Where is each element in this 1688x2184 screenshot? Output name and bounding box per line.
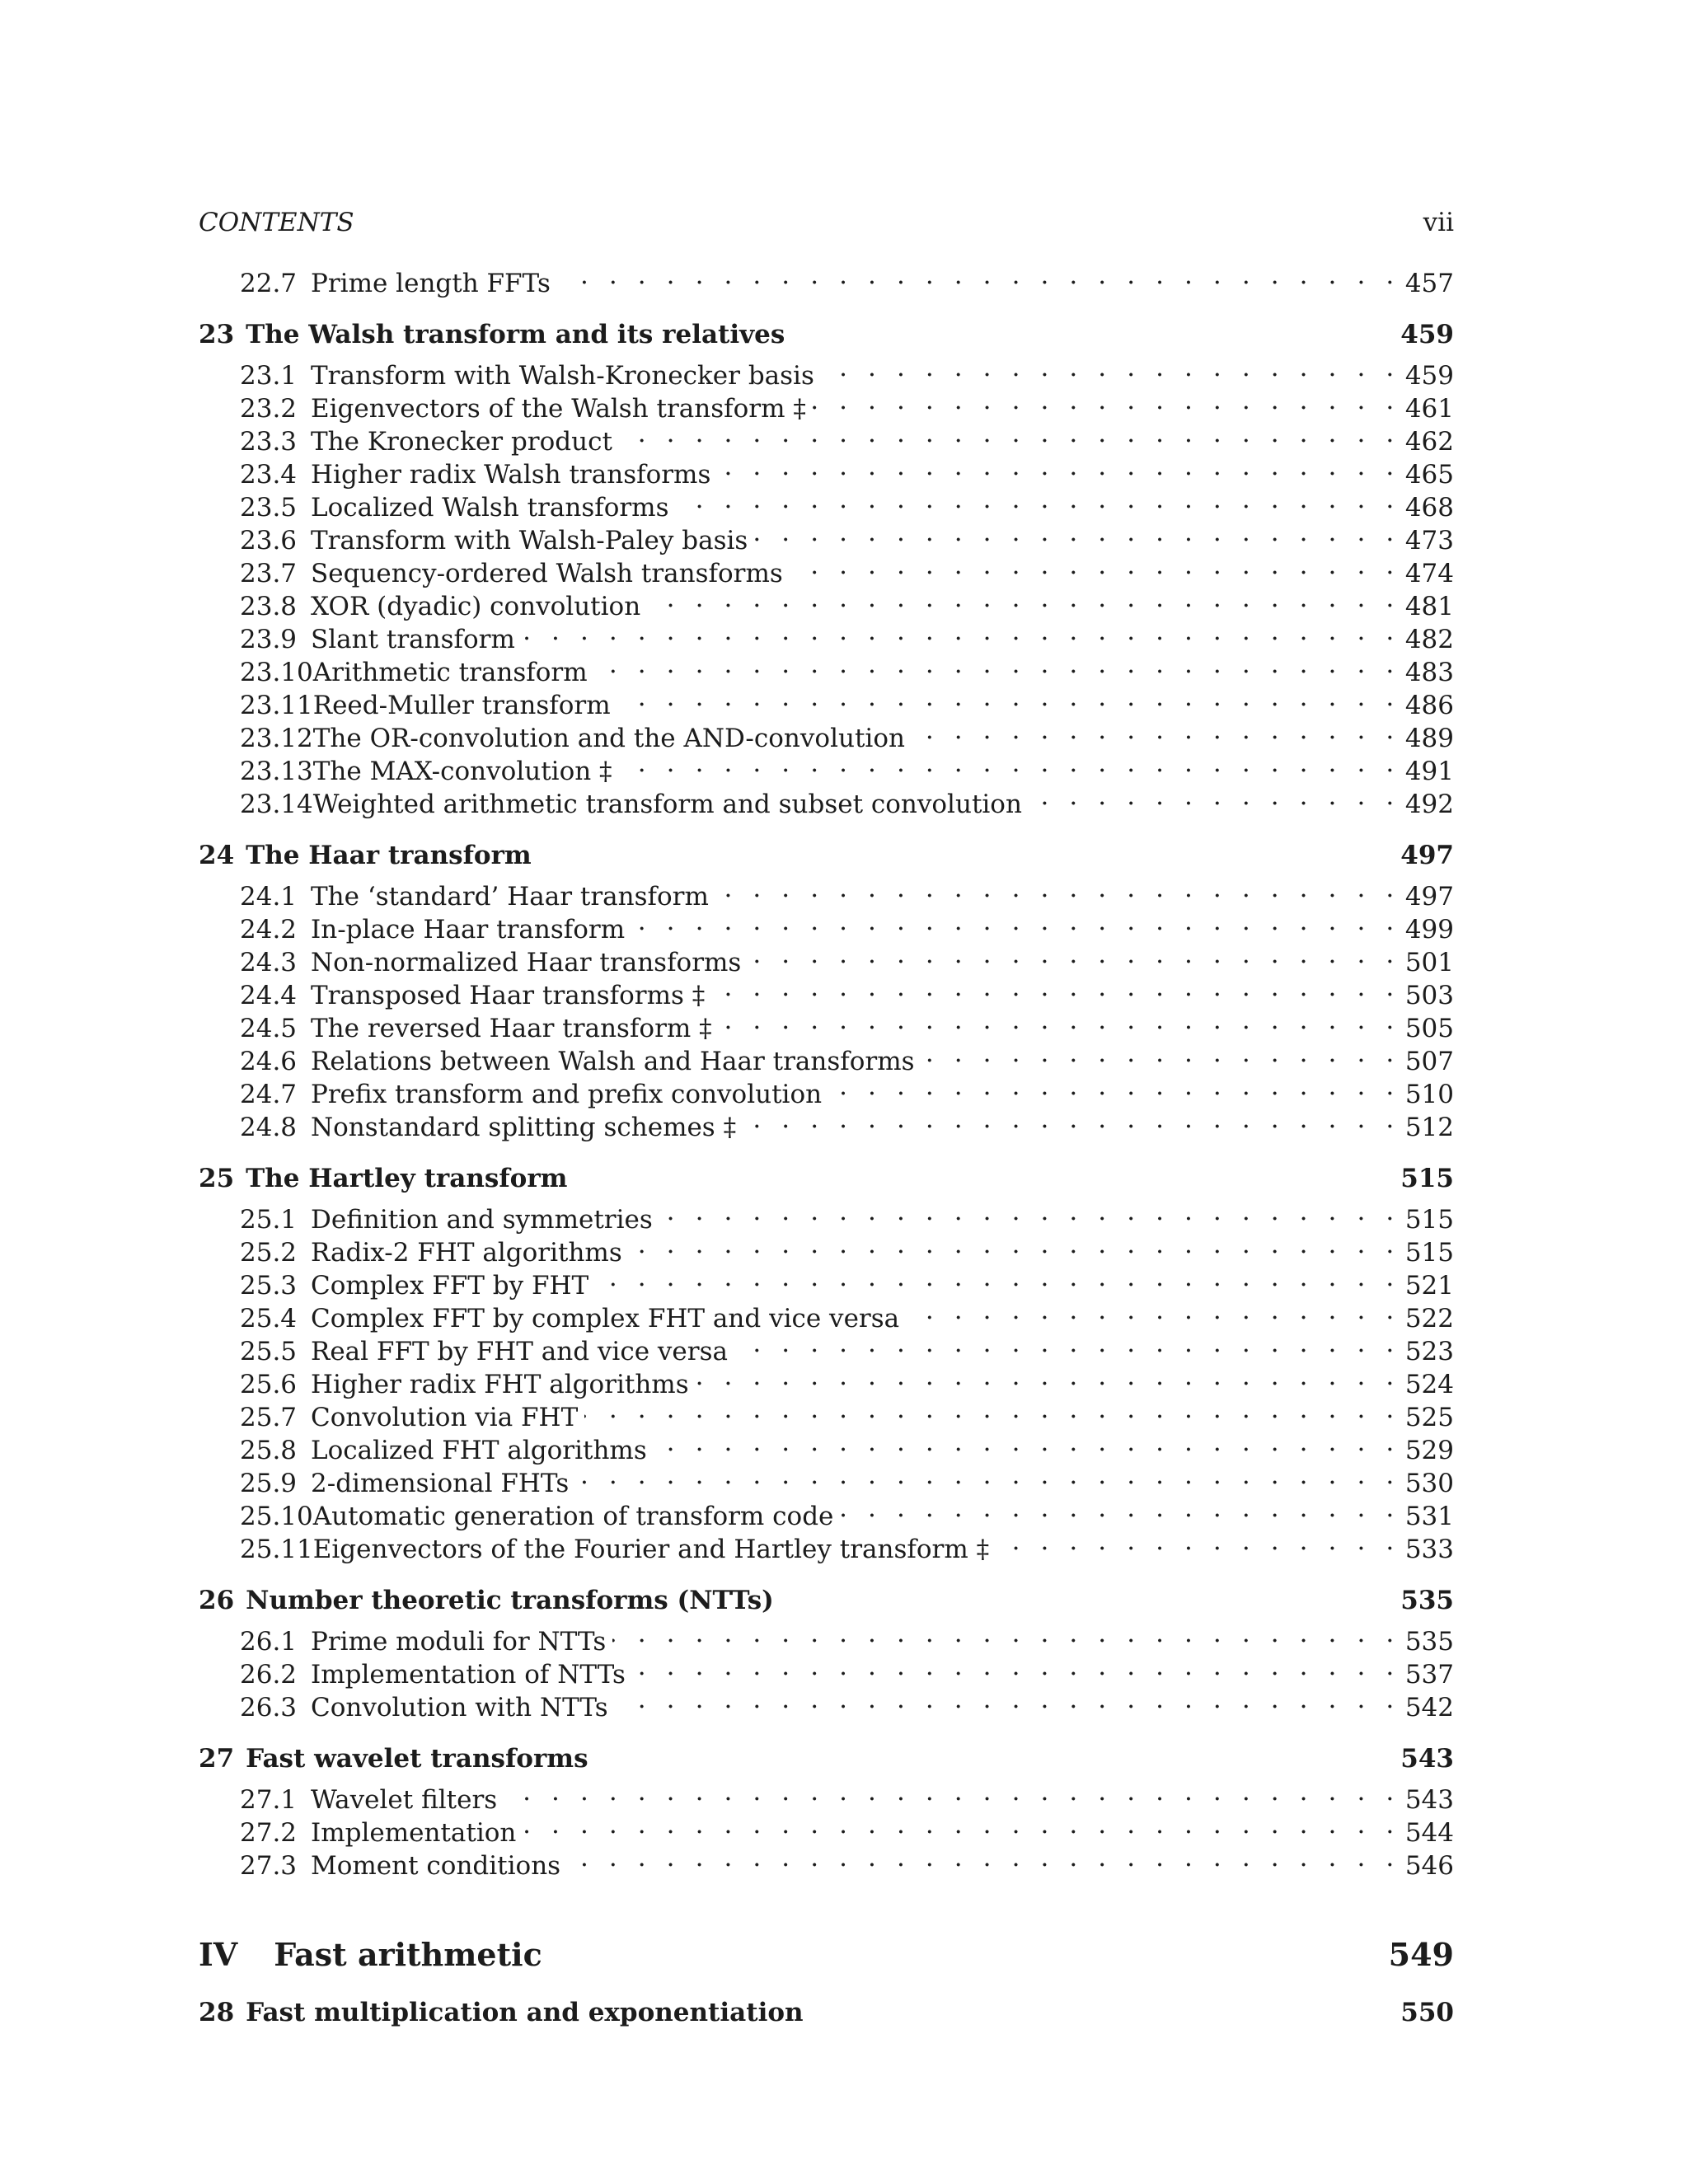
section-page: 497 bbox=[1400, 880, 1454, 913]
chapter-number: 25 bbox=[199, 1164, 235, 1193]
section-title: Prefix transform and prefix convolution bbox=[311, 1078, 828, 1111]
section-page: 542 bbox=[1400, 1691, 1454, 1724]
chapter-page: 535 bbox=[1400, 1586, 1454, 1615]
section-number: 25.10 bbox=[240, 1502, 313, 1531]
dot-leader bbox=[696, 1360, 1400, 1393]
section-number: 23.14 bbox=[240, 790, 313, 819]
section-number: 24.4 bbox=[240, 981, 298, 1010]
section-page: 483 bbox=[1400, 656, 1454, 689]
dot-leader bbox=[813, 384, 1400, 417]
dot-leader bbox=[567, 1841, 1400, 1874]
section-page: 529 bbox=[1400, 1434, 1454, 1467]
section-page: 501 bbox=[1400, 946, 1454, 979]
section-title: In-place Haar transform bbox=[311, 913, 631, 946]
section-title: Transform with Walsh-Kronecker basis bbox=[311, 359, 821, 392]
section-page: 465 bbox=[1400, 458, 1454, 491]
section-number: 25.8 bbox=[240, 1436, 298, 1465]
section-title: Weighted arithmetic transform and subset convolution bbox=[313, 788, 1029, 821]
section-title: Higher radix Walsh transforms bbox=[311, 458, 717, 491]
chapter-number: 28 bbox=[199, 1998, 235, 2027]
section-page: 474 bbox=[1400, 557, 1454, 590]
toc-chapter-row[interactable] bbox=[199, 1996, 1454, 2029]
section-title: Prime moduli for NTTs bbox=[311, 1625, 612, 1658]
section-title: Relations between Walsh and Haar transforms bbox=[311, 1045, 921, 1078]
section-number: 23.10 bbox=[240, 658, 313, 687]
section-number: 23.2 bbox=[240, 394, 298, 424]
section-page: 525 bbox=[1400, 1401, 1454, 1434]
section-number: 23.11 bbox=[240, 691, 313, 720]
section-page: 499 bbox=[1400, 913, 1454, 946]
dot-leader bbox=[632, 1650, 1400, 1683]
section-title: Localized Walsh transforms bbox=[311, 491, 675, 524]
section-number: 23.5 bbox=[240, 493, 298, 523]
section-page: 537 bbox=[1400, 1658, 1454, 1691]
toc-chapter-row[interactable] bbox=[199, 1584, 1454, 1617]
dot-leader bbox=[584, 1393, 1400, 1426]
part-title: Fast arithmetic bbox=[274, 1936, 542, 1973]
section-number: 24.6 bbox=[240, 1047, 298, 1076]
section-number: 23.7 bbox=[240, 559, 298, 588]
section-page: 522 bbox=[1400, 1302, 1454, 1335]
dot-leader bbox=[719, 1004, 1400, 1037]
section-page: 468 bbox=[1400, 491, 1454, 524]
chapter-page: 459 bbox=[1400, 320, 1454, 349]
section-number: 23.1 bbox=[240, 361, 298, 391]
section-page: 482 bbox=[1400, 623, 1454, 656]
dot-leader bbox=[612, 1617, 1400, 1650]
section-number: 24.2 bbox=[240, 915, 298, 944]
section-number: 25.4 bbox=[240, 1304, 298, 1333]
section-number: 25.2 bbox=[240, 1238, 298, 1268]
chapter-page: 497 bbox=[1400, 841, 1454, 870]
dot-leader bbox=[711, 971, 1400, 1004]
section-page: 531 bbox=[1400, 1500, 1454, 1533]
section-title: Implementation bbox=[311, 1816, 523, 1849]
section-number: 25.5 bbox=[240, 1337, 298, 1366]
dot-leader bbox=[654, 1426, 1400, 1459]
section-number: 26.2 bbox=[240, 1660, 298, 1690]
chapter-title: The Haar transform bbox=[246, 841, 532, 870]
dot-leader bbox=[675, 483, 1400, 516]
dot-leader bbox=[715, 872, 1400, 905]
toc-section-row[interactable] bbox=[199, 1617, 1454, 1657]
section-title: Convolution via FHT bbox=[311, 1401, 584, 1434]
section-number: 24.5 bbox=[240, 1014, 298, 1043]
section-number: 25.11 bbox=[240, 1535, 313, 1564]
running-head-title: CONTENTS bbox=[199, 208, 354, 237]
chapter-title: Fast multiplication and exponentiation bbox=[246, 1998, 804, 2027]
section-page: 512 bbox=[1400, 1111, 1454, 1144]
dot-leader bbox=[996, 1525, 1400, 1558]
section-title: Sequency-ordered Walsh transforms bbox=[311, 557, 790, 590]
dot-leader bbox=[790, 549, 1400, 582]
section-page: 535 bbox=[1400, 1625, 1454, 1658]
section-title: Slant transform bbox=[311, 623, 522, 656]
section-page: 533 bbox=[1400, 1533, 1454, 1566]
section-number: 23.4 bbox=[240, 460, 298, 490]
section-number: 23.8 bbox=[240, 592, 298, 621]
dot-leader bbox=[743, 1103, 1400, 1136]
section-page: 507 bbox=[1400, 1045, 1454, 1078]
toc-chapter-row[interactable] bbox=[199, 318, 1454, 351]
section-title: Complex FFT by FHT bbox=[311, 1269, 595, 1302]
section-title: Wavelet filters bbox=[311, 1783, 504, 1816]
section-title: Complex FFT by complex FHT and vice versa bbox=[311, 1302, 906, 1335]
section-number: 23.13 bbox=[240, 757, 313, 786]
section-number: 24.1 bbox=[240, 882, 298, 912]
dot-leader bbox=[754, 516, 1400, 549]
section-page: 489 bbox=[1400, 722, 1454, 755]
dot-leader bbox=[504, 1775, 1400, 1808]
chapter-number: 26 bbox=[199, 1586, 235, 1615]
section-title: Implementation of NTTs bbox=[311, 1658, 632, 1691]
dot-leader bbox=[906, 1294, 1400, 1327]
dot-leader bbox=[595, 1261, 1400, 1294]
toc-section-row[interactable] bbox=[199, 351, 1454, 391]
chapter-page: 550 bbox=[1400, 1998, 1454, 2027]
toc-section-row[interactable] bbox=[199, 1775, 1454, 1815]
section-title: Nonstandard splitting schemes ‡ bbox=[311, 1111, 743, 1144]
section-title: Automatic generation of transform code bbox=[313, 1500, 841, 1533]
section-number: 27.2 bbox=[240, 1818, 298, 1848]
section-page: 486 bbox=[1400, 689, 1454, 722]
toc-section-row[interactable] bbox=[199, 872, 1454, 912]
dot-leader bbox=[631, 905, 1400, 938]
section-title: Definition and symmetries bbox=[311, 1203, 659, 1236]
section-page: 521 bbox=[1400, 1269, 1454, 1302]
section-number: 26.1 bbox=[240, 1627, 298, 1657]
toc-chapter-row[interactable] bbox=[199, 1742, 1454, 1775]
section-page: 492 bbox=[1400, 788, 1454, 821]
toc-section-row[interactable] bbox=[199, 259, 1454, 298]
toc-section-row[interactable] bbox=[199, 1195, 1454, 1235]
section-page: 530 bbox=[1400, 1467, 1454, 1500]
section-page: 457 bbox=[1400, 267, 1454, 300]
dot-leader bbox=[717, 450, 1400, 483]
section-title: 2-dimensional FHTs bbox=[311, 1467, 575, 1500]
chapter-number: 24 bbox=[199, 841, 235, 870]
dot-leader bbox=[557, 259, 1400, 292]
section-title: The reversed Haar transform ‡ bbox=[311, 1012, 719, 1045]
section-number: 25.7 bbox=[240, 1403, 298, 1432]
chapter-number: 27 bbox=[199, 1744, 235, 1774]
section-title: XOR (dyadic) convolution bbox=[311, 590, 647, 623]
dot-leader bbox=[840, 1492, 1400, 1525]
section-page: 461 bbox=[1400, 392, 1454, 425]
chapter-number: 23 bbox=[199, 320, 235, 349]
section-page: 481 bbox=[1400, 590, 1454, 623]
section-number: 24.8 bbox=[240, 1113, 298, 1142]
section-title: Convolution with NTTs bbox=[311, 1691, 615, 1724]
dot-leader bbox=[575, 1459, 1400, 1492]
section-page: 524 bbox=[1400, 1368, 1454, 1401]
chapter-page: 515 bbox=[1400, 1164, 1454, 1193]
section-number: 25.3 bbox=[240, 1271, 298, 1301]
dot-leader bbox=[594, 648, 1400, 681]
part-page: 549 bbox=[1388, 1936, 1454, 1973]
section-title: Localized FHT algorithms bbox=[311, 1434, 654, 1467]
section-number: 25.1 bbox=[240, 1205, 298, 1235]
dot-leader bbox=[617, 681, 1400, 714]
section-number: 25.6 bbox=[240, 1370, 298, 1399]
dot-leader bbox=[629, 1228, 1400, 1261]
section-number: 23.12 bbox=[240, 724, 313, 753]
section-page: 523 bbox=[1400, 1335, 1454, 1368]
chapter-title: Number theoretic transforms (NTTs) bbox=[246, 1586, 774, 1615]
section-number: 23.6 bbox=[240, 526, 298, 555]
section-number: 24.7 bbox=[240, 1080, 298, 1109]
section-title: Arithmetic transform bbox=[313, 656, 594, 689]
section-title: Moment conditions bbox=[311, 1849, 567, 1882]
section-title: The OR-convolution and the AND-convolution bbox=[313, 722, 912, 755]
section-page: 544 bbox=[1400, 1816, 1454, 1849]
section-number: 24.3 bbox=[240, 948, 298, 977]
dot-leader bbox=[748, 938, 1400, 971]
dot-leader bbox=[615, 1683, 1400, 1716]
section-number: 23.3 bbox=[240, 427, 298, 457]
dot-leader bbox=[1029, 780, 1400, 813]
section-title: Radix-2 FHT algorithms bbox=[311, 1236, 629, 1269]
section-number: 27.3 bbox=[240, 1851, 298, 1881]
section-title: Transform with Walsh-Paley basis bbox=[311, 524, 754, 557]
dot-leader bbox=[821, 351, 1400, 384]
section-title: The ‘standard’ Haar transform bbox=[311, 880, 715, 913]
section-title: Eigenvectors of the Walsh transform ‡ bbox=[311, 392, 813, 425]
section-page: 510 bbox=[1400, 1078, 1454, 1111]
toc-part-row[interactable] bbox=[199, 1932, 1454, 1978]
dot-leader bbox=[523, 1808, 1400, 1841]
section-title: Eigenvectors of the Fourier and Hartley transform ‡ bbox=[313, 1533, 996, 1566]
table-of-contents bbox=[199, 259, 1454, 1881]
section-title: Non-normalized Haar transforms bbox=[311, 946, 748, 979]
chapter-title: The Walsh transform and its relatives bbox=[246, 320, 785, 349]
toc-page bbox=[199, 198, 1454, 2029]
section-page: 462 bbox=[1400, 425, 1454, 458]
section-title: Higher radix FHT algorithms bbox=[311, 1368, 696, 1401]
section-number: 26.3 bbox=[240, 1693, 298, 1722]
section-page: 473 bbox=[1400, 524, 1454, 557]
section-title: Real FFT by FHT and vice versa bbox=[311, 1335, 734, 1368]
toc-chapter-row[interactable] bbox=[199, 1162, 1454, 1195]
page-number: vii bbox=[1423, 208, 1454, 237]
dot-leader bbox=[912, 714, 1400, 747]
section-page: 503 bbox=[1400, 979, 1454, 1012]
chapter-title: Fast wavelet transforms bbox=[246, 1744, 588, 1774]
section-number: 22.7 bbox=[240, 269, 298, 298]
dot-leader bbox=[921, 1037, 1400, 1070]
part-number: IV bbox=[199, 1936, 238, 1973]
dot-leader bbox=[659, 1195, 1400, 1228]
running-head bbox=[199, 198, 1454, 247]
section-title: The MAX-convolution ‡ bbox=[313, 755, 619, 788]
section-title: Reed-Muller transform bbox=[313, 689, 617, 722]
section-number: 27.1 bbox=[240, 1785, 298, 1815]
section-page: 515 bbox=[1400, 1203, 1454, 1236]
section-page: 543 bbox=[1400, 1783, 1454, 1816]
dot-leader bbox=[522, 615, 1400, 648]
section-number: 23.9 bbox=[240, 625, 298, 654]
section-page: 491 bbox=[1400, 755, 1454, 788]
section-title: Transposed Haar transforms ‡ bbox=[311, 979, 711, 1012]
section-title: The Kronecker product bbox=[311, 425, 619, 458]
chapter-title: The Hartley transform bbox=[246, 1164, 568, 1193]
section-title: Prime length FFTs bbox=[311, 267, 557, 300]
section-page: 459 bbox=[1400, 359, 1454, 392]
section-page: 505 bbox=[1400, 1012, 1454, 1045]
section-page: 515 bbox=[1400, 1236, 1454, 1269]
chapter-page: 543 bbox=[1400, 1744, 1454, 1774]
toc-chapter-row[interactable] bbox=[199, 839, 1454, 872]
section-page: 546 bbox=[1400, 1849, 1454, 1882]
section-number: 25.9 bbox=[240, 1469, 298, 1498]
